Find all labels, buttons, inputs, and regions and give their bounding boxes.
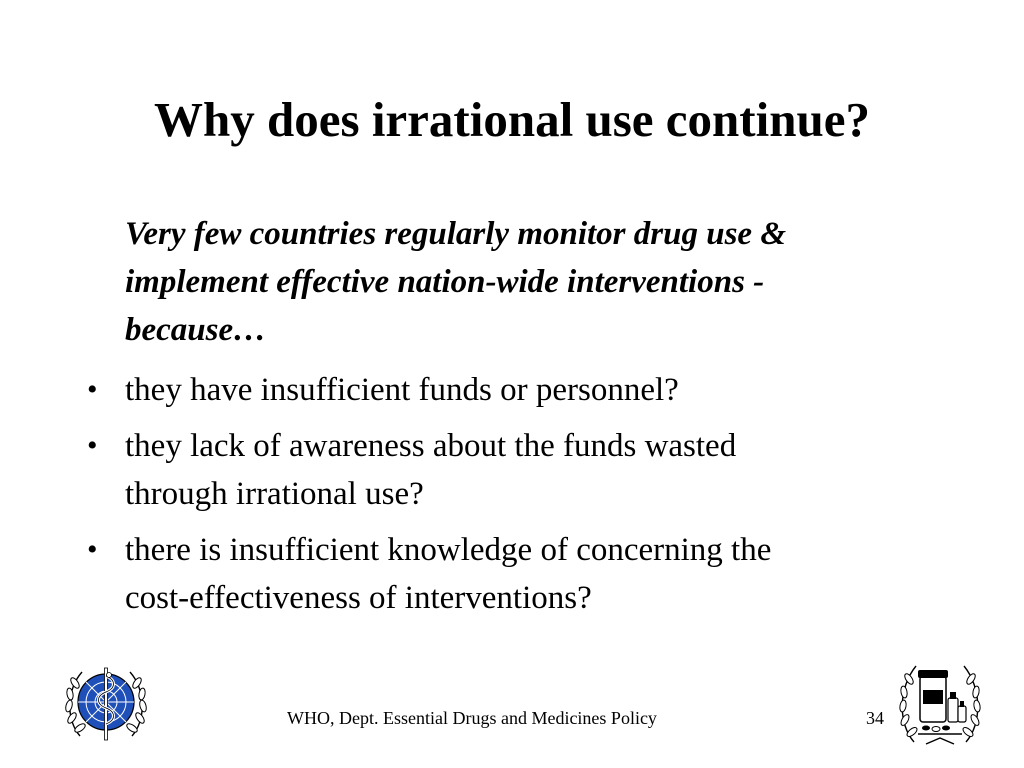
intro-line: implement effective nation-wide interventions - bbox=[125, 264, 765, 300]
slide-title: Why does irrational use continue? bbox=[154, 92, 870, 147]
intro-line: because… bbox=[125, 312, 267, 348]
bullet-item bbox=[87, 422, 945, 518]
footer-text: WHO, Dept. Essential Drugs and Medicines Policy bbox=[287, 708, 657, 728]
page-number: 34 bbox=[866, 708, 884, 728]
bullet-text: they have insufficient funds or personnel? bbox=[125, 372, 679, 408]
bullet-icon: • bbox=[87, 373, 98, 406]
who-emblem-icon bbox=[58, 656, 154, 752]
intro-text bbox=[125, 210, 945, 354]
bullet-text: there is insufficient knowledge of concerning the bbox=[125, 532, 772, 568]
bullet-text: through irrational use? bbox=[125, 476, 424, 512]
bullet-icon: • bbox=[87, 429, 98, 462]
intro-line: Very few countries regularly monitor drug use & bbox=[125, 216, 786, 252]
bullet-text: cost-effectiveness of interventions? bbox=[125, 580, 592, 616]
bullet-item bbox=[87, 366, 945, 414]
bullet-item bbox=[87, 526, 945, 622]
essential-drugs-emblem-icon bbox=[896, 654, 984, 754]
bullet-text: they lack of awareness about the funds wasted bbox=[125, 428, 737, 464]
bullet-icon: • bbox=[87, 533, 98, 566]
